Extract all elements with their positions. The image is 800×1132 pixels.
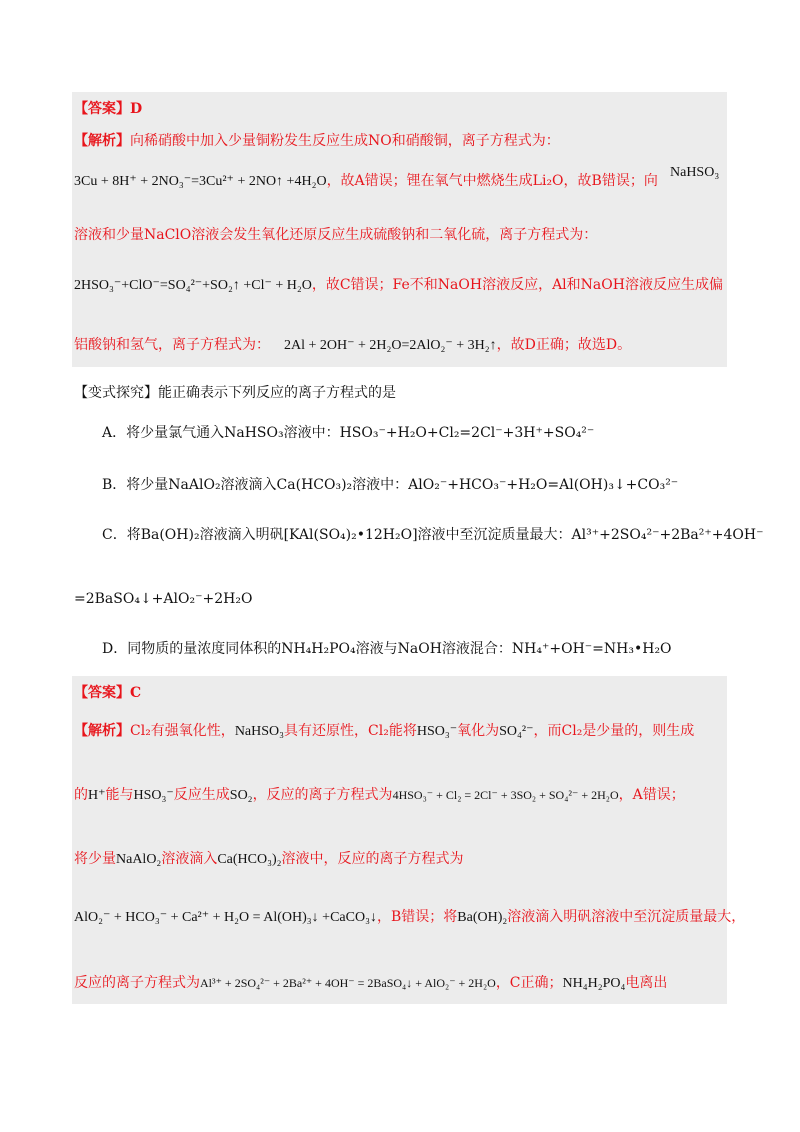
- formula: Ba(OH)₂: [457, 910, 508, 925]
- analysis-text: 反应的离子方程式为: [74, 975, 200, 991]
- answer-line-1: [74, 96, 728, 122]
- analysis-line-3: [74, 222, 728, 248]
- analysis-text: ，反应的离子方程式为: [252, 787, 393, 803]
- analysis-text: ，故C错误；Fe不和NaOH溶液反应，Al和NaOH溶液反应生成偏: [311, 277, 723, 293]
- analysis-text: ，故A错误；锂在氧气中燃烧生成Li₂O，故B错误；向: [326, 173, 658, 189]
- question-stem: [74, 380, 728, 406]
- analysis-text: 电离出: [625, 975, 668, 991]
- equation: 4HSO₃⁻ + Cl₂ = 2Cl⁻ + 3SO₂ + SO₄²⁻ + 2H₂O: [392, 788, 619, 802]
- option-c-text: C．将Ba(OH)₂溶液滴入明矾[KAl(SO₄)₂•12H₂O]溶液中至沉淀质量最大：Al³⁺+2SO₄²⁻+2Ba²⁺+4OH⁻: [102, 527, 764, 543]
- formula: HSO₃⁻: [416, 724, 458, 739]
- analysis-text: 反应生成: [173, 787, 230, 803]
- formula: HSO₃⁻: [133, 788, 174, 803]
- question-stem-text: 【变式探究】能正确表示下列反应的离子方程式的是: [74, 385, 396, 401]
- analysis-line-1: [74, 128, 728, 154]
- analysis-label: 【解析】: [74, 133, 130, 149]
- analysis-line-5: [74, 332, 728, 358]
- analysis-text: 向稀硝酸中加入少量铜粉发生反应生成NO和硝酸铜，离子方程式为：: [130, 133, 560, 149]
- analysis-text: ，C正确；: [495, 975, 563, 991]
- option-a: [102, 420, 728, 446]
- analysis-line-b3: [74, 846, 728, 872]
- analysis-line-b5: [74, 970, 728, 996]
- analysis-line-2: [74, 165, 728, 194]
- equation: 2Al + 2OH⁻ + 2H₂O=2AlO₂⁻ + 3H₂↑: [284, 338, 497, 353]
- analysis-text: 的: [74, 787, 88, 803]
- analysis-text: ，A错误；: [618, 787, 685, 803]
- formula: NaHSO₃: [234, 724, 285, 739]
- analysis-line-4: [74, 272, 728, 298]
- analysis-text: 具有还原性，Cl₂能将: [284, 723, 417, 739]
- analysis-label: 【解析】: [74, 723, 130, 739]
- equation: 2HSO₃⁻+ClO⁻=SO₄²⁻+SO₂↑ +Cl⁻ + H₂O: [74, 278, 312, 293]
- formula: NaHSO₃: [670, 165, 720, 180]
- analysis-line-b2: [74, 782, 728, 808]
- analysis-text: 溶液滴入: [161, 851, 218, 867]
- answer-value: C: [130, 685, 142, 701]
- answer-label: 【答案】: [74, 685, 130, 701]
- formula: SO₄²⁻: [499, 724, 534, 739]
- option-d: [102, 636, 728, 662]
- option-a-text: A．将少量氯气通入NaHSO₃溶液中：HSO₃⁻+H₂O+Cl₂=2Cl⁻+3H⁺+SO₄²⁻: [102, 425, 595, 441]
- option-b-text: B．将少量NaAlO₂溶液滴入Ca(HCO₃)₂溶液中：AlO₂⁻+HCO₃⁻+H₂O=Al(OH)₃↓+CO₃²⁻: [102, 477, 679, 493]
- equation: AlO₂⁻ + HCO₃⁻ + Ca²⁺ + H₂O = Al(OH)₃↓ +CaCO₃↓: [74, 910, 377, 925]
- equation: 3Cu + 8H⁺ + 2NO₃⁻=3Cu²⁺ + 2NO↑ +4H₂O: [74, 174, 327, 189]
- analysis-line-b4: [74, 904, 746, 930]
- analysis-text: ，B错误；将: [376, 909, 458, 925]
- option-c-continued: [74, 586, 728, 612]
- analysis-text: 溶液中，反应的离子方程式为: [281, 851, 464, 867]
- analysis-text: 将少量: [74, 851, 116, 867]
- analysis-text: ，故D正确；故选D。: [496, 337, 632, 353]
- analysis-text: Cl₂有强氧化性，: [130, 723, 235, 739]
- formula: Ca(HCO₃)₂: [217, 852, 282, 867]
- answer-label: 【答案】: [74, 101, 130, 117]
- option-b: [102, 472, 728, 498]
- option-d-text: D．同物质的量浓度同体积的NH₄H₂PO₄溶液与NaOH溶液混合：NH₄⁺+OH⁻=NH₃•H₂O: [102, 641, 672, 657]
- answer-line-2: [74, 680, 728, 706]
- analysis-text: 铝酸钠和氢气，离子方程式为：: [74, 337, 270, 353]
- analysis-text: ，而Cl₂是少量的，则生成: [533, 723, 695, 739]
- analysis-line-b1: [74, 718, 728, 744]
- analysis-text: 氧化为: [457, 723, 500, 739]
- option-c-text-2: =2BaSO₄↓+AlO₂⁻+2H₂O: [74, 591, 253, 607]
- option-c: [102, 522, 764, 548]
- formula: H⁺: [88, 788, 106, 803]
- formula: SO₂: [229, 788, 253, 803]
- analysis-text: 溶液和少量NaClO溶液会发生氧化还原反应生成硫酸钠和二氧化硫，离子方程式为：: [74, 227, 598, 243]
- formula: NH₄H₂PO₄: [562, 976, 626, 991]
- analysis-text: 能与: [105, 787, 134, 803]
- analysis-text: 溶液滴入明矾溶液中至沉淀质量最大，: [507, 909, 746, 925]
- formula: NaAlO₂: [116, 852, 162, 867]
- answer-value: D: [130, 101, 143, 117]
- equation: Al³⁺ + 2SO₄²⁻ + 2Ba²⁺ + 4OH⁻ = 2BaSO₄↓ + AlO₂⁻ + 2H₂O: [200, 976, 496, 990]
